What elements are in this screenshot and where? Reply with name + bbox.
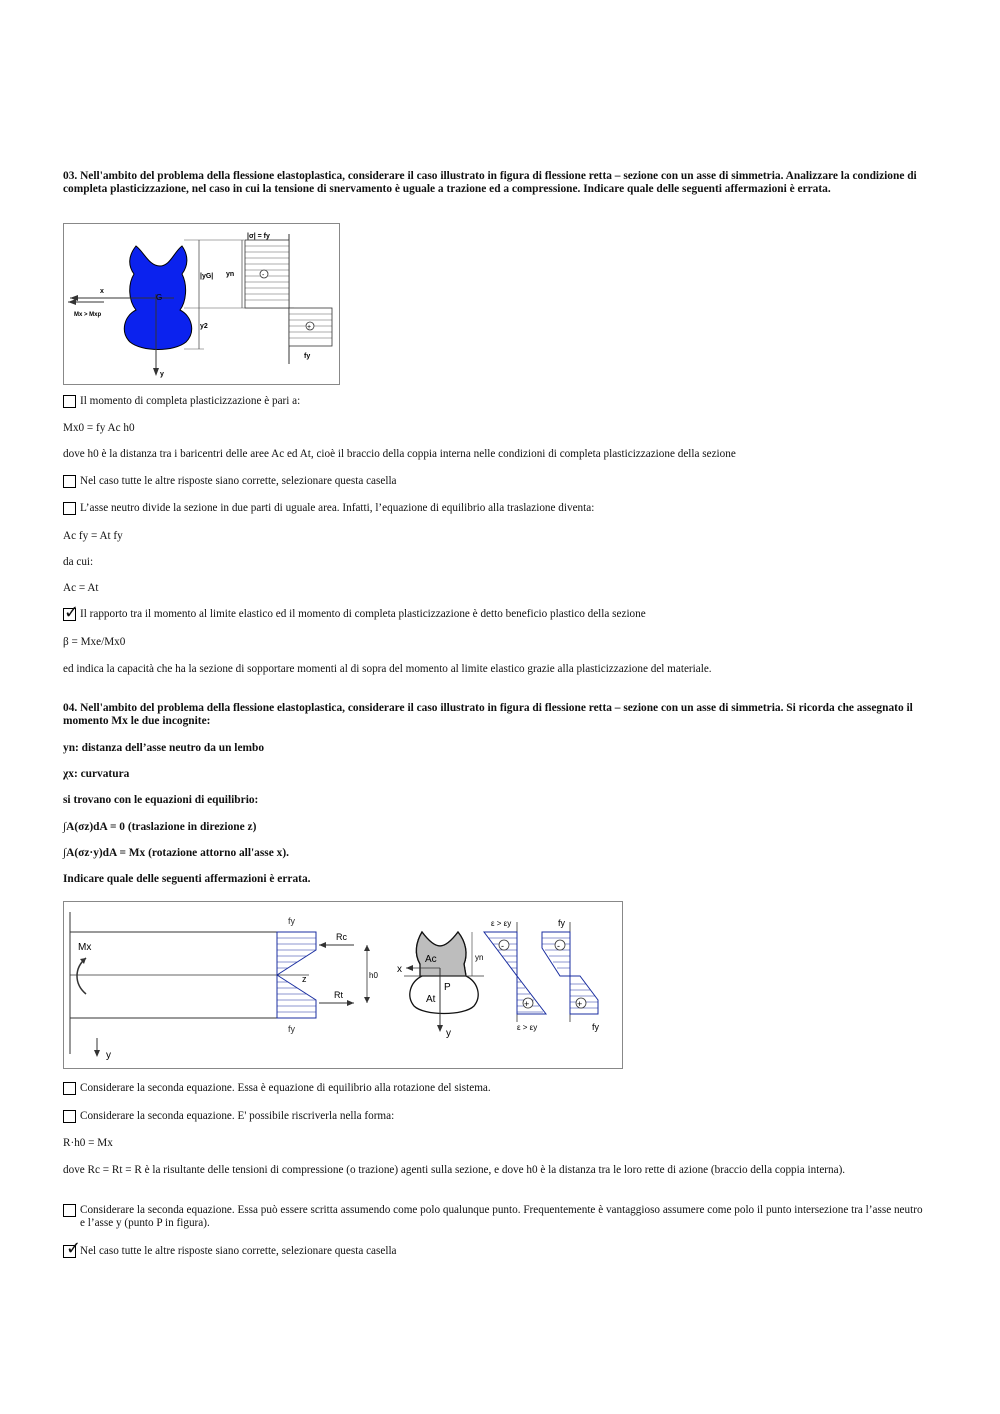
q03-da-cui: da cui: [63, 556, 94, 568]
beam-fy-bottom: fy [288, 1024, 296, 1034]
stress-fy-top: fy [558, 918, 566, 928]
h0-label: h0 [369, 971, 378, 980]
beam-fy-top: fy [288, 916, 296, 926]
rc-label: Rc [336, 932, 347, 942]
q03-option-4-text: Il rapporto tra il momento al limite elastico ed il momento di completa plasticizzazione è detto beneficio plastico della sezione [80, 608, 646, 620]
q04-option-2-checkbox[interactable] [63, 1110, 76, 1123]
q04-formula-rh0: R·h0 = Mx [63, 1137, 113, 1149]
q04-equation-translation: ∫A(σz)dA = 0 (traslazione in direzione z) [63, 821, 257, 833]
centroid-label: G [156, 293, 163, 302]
q04-equation-rotation: ∫A(σz·y)dA = Mx (rotazione attorno all'asse x). [63, 847, 289, 859]
q03-option-2-text: Nel caso tutte le altre risposte siano corrette, selezionare questa casella [80, 475, 397, 487]
ac-label: Ac [425, 954, 437, 965]
q03-beta-description: ed indica la capacità che ha la sezione di sopportare momenti al di sopra del momento al limite elastico grazie alla plasticizzazione del materiale. [63, 663, 712, 675]
q03-option-3-text: L’asse neutro divide la sezione in due parti di uguale area. Infatti, l’equazione di equilibrio alla traslazione diventa: [80, 502, 595, 514]
q03-option-2-checkbox[interactable] [63, 475, 76, 488]
q03-h0-description: dove h0 è la distanza tra i baricentri delle aree Ac ed At, cioè il braccio della coppia interna nelle condizioni di completa plasticizzazione della sezione [63, 448, 736, 460]
q03-formula-beta: β = Mxe/Mx0 [63, 636, 126, 648]
y-axis-label: y [160, 371, 164, 378]
mx-label: Mx [78, 942, 92, 953]
compressed-area [416, 932, 466, 976]
q04-unknown-curvature: χx: curvatura [63, 768, 130, 780]
q04-option-3-checkbox[interactable] [63, 1204, 76, 1217]
q04-unknown-yn: yn: distanza dell’asse neutro da un lembo [63, 742, 265, 754]
q04-equations-intro: si trovano con le equazioni di equilibrio: [63, 794, 259, 806]
stress-fy-bottom: fy [592, 1022, 600, 1032]
section-x-label: x [397, 964, 402, 975]
yn-label: yn [226, 271, 235, 278]
yg-label: |yG| [200, 273, 214, 280]
q04-option-4-checkbox[interactable] [63, 1238, 82, 1259]
q04-option-3-text: Considerare la seconda equazione. Essa può essere scritta assumendo come polo qualunque punto. Frequentemente è vantaggioso assumere come polo il punto intersezione tra l’asse neutro e l’asse y (punto P in figura). [80, 1204, 923, 1229]
check-mark-icon: ✓ [64, 602, 80, 623]
q04-option-1-checkbox[interactable] [63, 1082, 76, 1095]
compression-sign: - [262, 272, 265, 279]
q03-equation-areas: Ac = At [63, 582, 99, 594]
stress-plus-sign: + [577, 999, 583, 1009]
question-04-title: 04. Nell'ambito del problema della flessione elastoplastica, considerare il caso illustrato in figura di flessione retta – sezione con un asse di simmetria. Si ricorda che assegnato il momento Mx le due incognite: [63, 702, 913, 727]
tension-sign: + [307, 324, 312, 331]
sigma-label: |σ| = fy [247, 233, 270, 240]
q03-option-1-text: Il momento di completa plasticizzazione è pari a: [80, 395, 301, 407]
point-p-label: P [444, 982, 451, 993]
beam-y-label: y [106, 1050, 111, 1061]
moment-label: Mx > Mxp [74, 312, 102, 318]
x-axis-label: x [100, 288, 104, 295]
q04-instruction: Indicare quale delle seguenti affermazioni è errata. [63, 873, 311, 885]
figure-beam-bending [63, 901, 623, 1069]
strain-bottom-label: ε > εy [517, 1023, 538, 1032]
figure-plastic-section [63, 223, 340, 385]
strain-top-label: ε > εy [491, 919, 512, 928]
at-label: At [426, 994, 436, 1005]
q03-option-4-checkbox[interactable] [63, 602, 80, 623]
q04-option-1-text: Considerare la seconda equazione. Essa è equazione di equilibrio alla rotazione del sistema. [80, 1082, 491, 1094]
y2-label: y2 [200, 323, 208, 330]
section-yn-label: yn [475, 953, 484, 962]
q03-equation-equilibrium: Ac fy = At fy [63, 530, 123, 542]
q03-option-3-checkbox[interactable] [63, 502, 76, 515]
q04-option-2-text: Considerare la seconda equazione. E' possibile riscriverla nella forma: [80, 1110, 395, 1122]
strain-minus-sign: - [501, 941, 504, 951]
rt-label: Rt [334, 990, 343, 1000]
question-03-title: 03. Nell'ambito del problema della flessione elastoplastica, considerare il caso illustrato in figura di flessione retta – sezione con un asse di simmetria. Analizzare la condizione di completa plasticizzazione, nel caso in cui la tensione di snervamento è uguale a trazione ed a compressione. Indicare quale delle seguenti affermazioni è errata. [63, 170, 917, 195]
section-y-label: y [446, 1028, 451, 1039]
q03-option-1-checkbox[interactable] [63, 395, 76, 408]
z-axis-label: z [302, 974, 307, 984]
check-mark-icon: ✓ [66, 1238, 82, 1259]
q04-r-description: dove Rc = Rt = R è la risultante delle tensioni di compressione (o trazione) agenti sulla sezione, e dove h0 è la distanza tra le loro rette di azione (braccio della coppia interna). [63, 1164, 846, 1176]
fy-label: fy [304, 353, 311, 360]
q03-formula-mx0: Mx0 = fy Ac h0 [63, 422, 135, 434]
stress-minus-sign: - [557, 941, 560, 951]
strain-plus-sign: + [524, 999, 530, 1009]
q04-option-4-text: Nel caso tutte le altre risposte siano corrette, selezionare questa casella [80, 1245, 397, 1257]
